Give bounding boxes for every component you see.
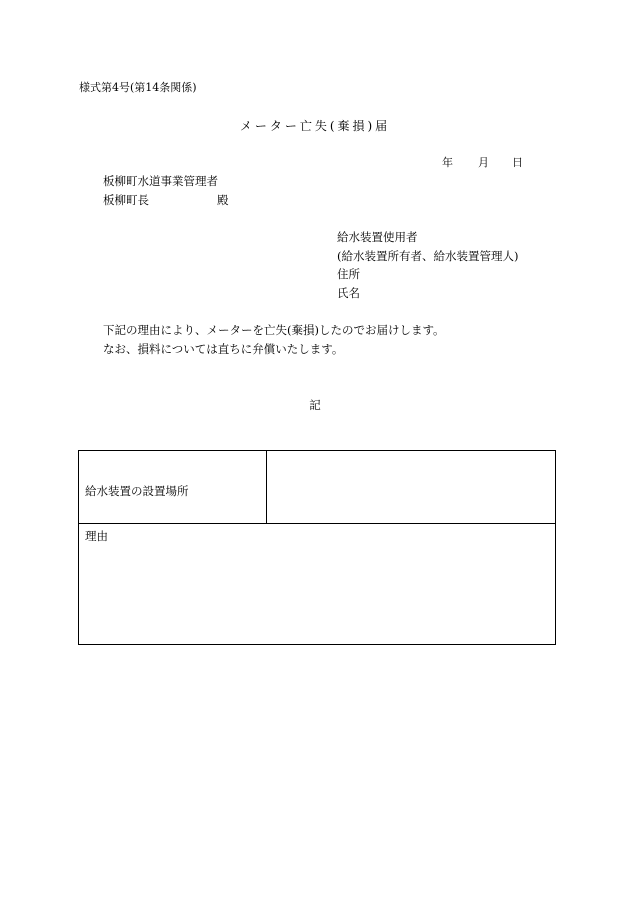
document-title: メーター亡失(棄損)届 <box>239 119 391 133</box>
location-label: 給水装置の設置場所 <box>85 484 189 498</box>
reason-label: 理由 <box>85 529 108 543</box>
location-row <box>79 451 555 524</box>
addressee-line-1: 板柳町水道事業管理者 <box>103 174 218 188</box>
details-table <box>78 450 556 645</box>
applicant-name-label: 氏名 <box>337 286 360 300</box>
location-label-cell <box>79 451 267 523</box>
body-line-1: 下記の理由により、メーターを亡失(棄損)したのでお届けします。 <box>103 323 445 337</box>
date-year-label: 年 <box>442 156 453 169</box>
addressee-line-2: 板柳町長 <box>103 193 149 207</box>
date-day-label: 日 <box>512 156 523 169</box>
applicant-line-1: 給水装置使用者 <box>337 230 418 244</box>
body-line-2: なお、損料については直ちに弁償いたします。 <box>103 342 344 356</box>
addressee-honorific: 殿 <box>217 193 229 207</box>
form-number: 様式第4号(第14条関係) <box>79 81 197 94</box>
date-month-label: 月 <box>478 156 489 169</box>
applicant-line-2: (給水装置所有者、給水装置管理人) <box>337 249 519 263</box>
location-value-cell[interactable] <box>267 451 555 523</box>
applicant-address-label: 住所 <box>337 267 360 281</box>
ki-heading: 記 <box>309 398 321 412</box>
